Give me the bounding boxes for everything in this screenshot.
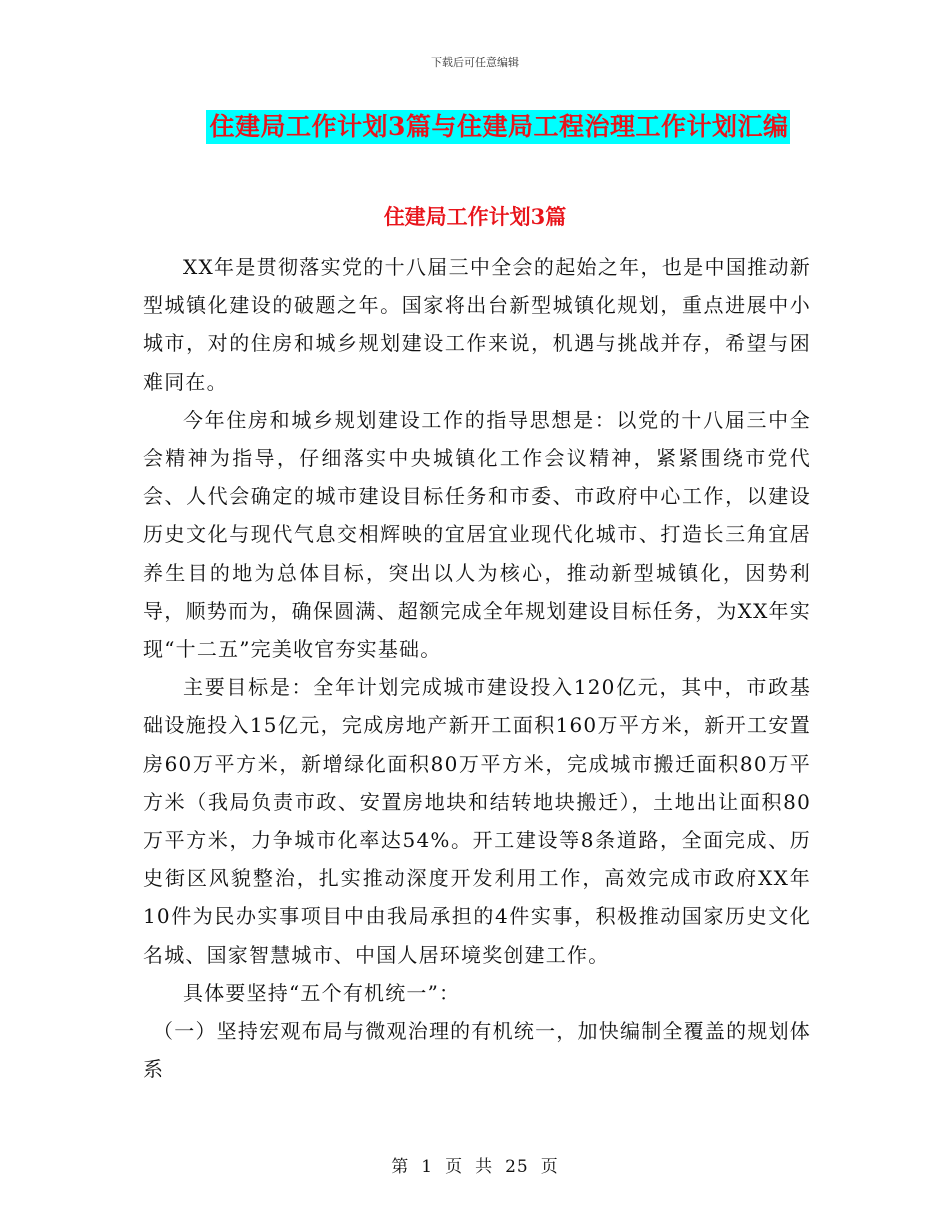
page-number: 1 — [421, 1157, 434, 1177]
paragraph-five-unities: 具体要坚持“五个有机统一”： — [183, 980, 461, 1005]
page-label-mid: 页 — [445, 1157, 464, 1177]
total-pages: 25 — [505, 1157, 529, 1177]
page-label-total-prefix: 共 — [475, 1157, 494, 1177]
section-title: 住建局工作计划3篇 — [383, 204, 567, 229]
page-label-prefix: 第 — [391, 1157, 410, 1177]
paragraph-intro: XX年是贯彻落实党的十八届三中全会的起始之年，也是中国推动新型城镇化建设的破题之年。国家将出台新型城镇化规划，重点进展中小城市，对的住房和城乡规划建设工作来说，机遇与挑战并存，希望与困难同在。 — [143, 255, 811, 394]
paragraph-item-one: （一）坚持宏观布局与微观治理的有机统一，加快编制全覆盖的规划体系 — [143, 1019, 811, 1082]
page-label-suffix: 页 — [540, 1157, 559, 1177]
paragraph-main-goals: 主要目标是：全年计划完成城市建设投入120亿元，其中，市政基础设施投入15亿元，完成房地产新开工面积160万平方米，新开工安置房60万平方米，新增绿化面积80万平方米，完成城市搬迁面积80万平方米（我局负责市政、安置房地块和结转地块搬迁），土地出让面积80万平方米，力争城市化率达54%。开工建设等8条道路，全面完成、历史街区风貌整治，扎实推动深度开发利用工作，高效完成市政府XX年10件为民办实事项目中由我局承担的4件实事，积极推动国家历史文化名城、国家智慧城市、中国人居环境奖创建工作。 — [143, 675, 811, 967]
paragraph-guiding-principle: 今年住房和城乡规划建设工作的指导思想是：以党的十八届三中全会精神为指导，仔细落实中央城镇化工作会议精神，紧紧围绕市党代会、人代会确定的城市建设目标任务和市委、市政府中心工作，以建设历史文化与现代气息交相辉映的宜居宜业现代化城市、打造长三角宜居养生目的地为总体目标，突出以人为核心，推动新型城镇化，因势利导，顺势而为，确保圆满、超额完成全年规划建设目标任务，为XX年实现“十二五”完美收官夯实基础。 — [143, 407, 811, 662]
document-title-container — [0, 110, 950, 144]
document-title: 住建局工作计划3篇与住建局工程治理工作计划汇编 — [206, 110, 791, 144]
page-footer — [0, 1152, 950, 1177]
document-body — [143, 248, 811, 1088]
header-note: 下载后可任意编辑 — [431, 56, 519, 69]
